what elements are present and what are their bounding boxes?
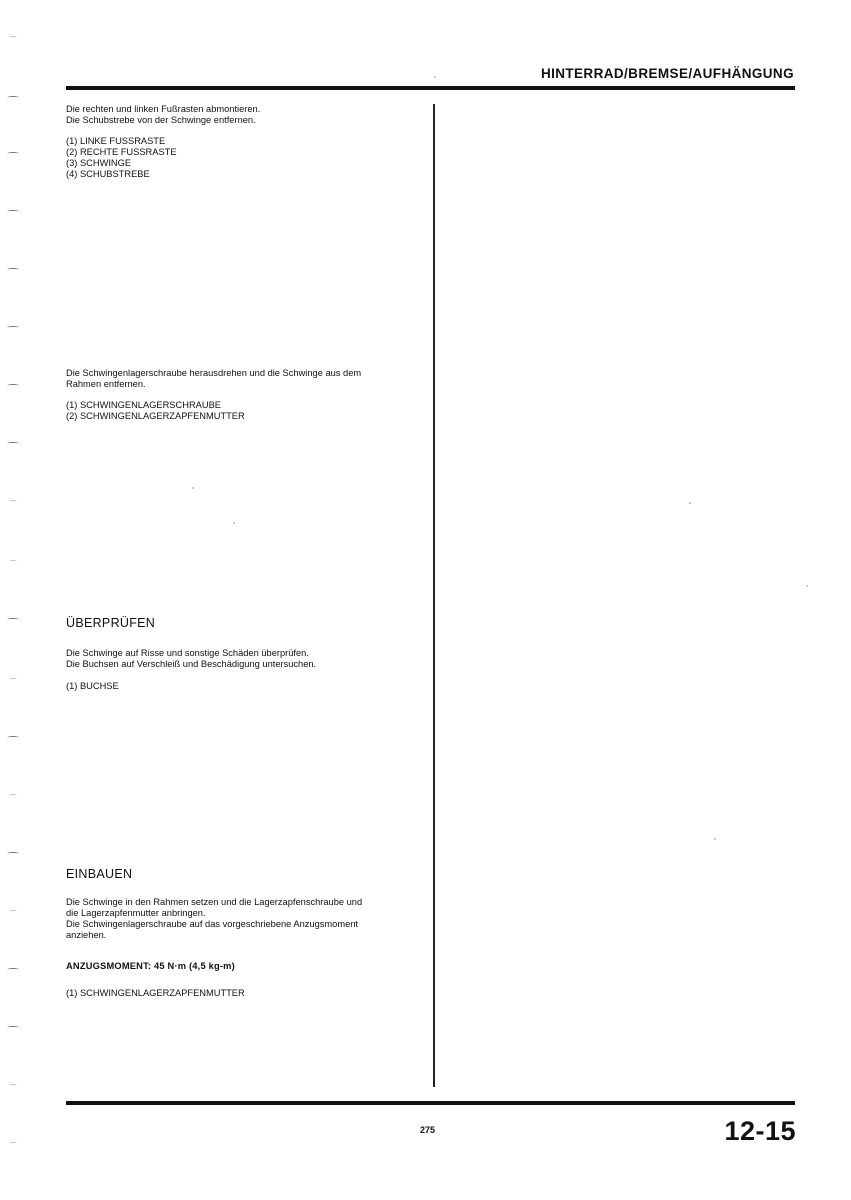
header-rule <box>66 86 795 90</box>
section-page-number: 12-15 <box>724 1116 796 1146</box>
inspect-label-1: (1) BUCHSE <box>66 681 119 691</box>
install-label-1: (1) SCHWINGENLAGERZAPFENMUTTER <box>66 988 245 998</box>
bolt-label-1: (1) SCHWINGENLAGERSCHRAUBE <box>66 400 221 410</box>
install-line-3: Die Schwingenlagerschraube auf das vorgeschriebene Anzugsmoment <box>66 919 358 929</box>
inspect-line-1: Die Schwinge auf Risse und sonstige Schäden überprüfen. <box>66 648 309 658</box>
remove-line-2: Die Schubstrebe von der Schwinge entfernen. <box>66 115 256 125</box>
scan-speck <box>714 838 716 840</box>
scan-speck <box>233 522 235 524</box>
remove-label-3: (3) SCHWINGE <box>66 158 132 168</box>
remove-label-2: (2) RECHTE FUSSRASTE <box>66 147 177 157</box>
scan-speck <box>434 76 436 78</box>
remove-label-1: (1) LINKE FUSSRASTE <box>66 136 166 146</box>
install-heading: EINBAUEN <box>66 867 133 881</box>
inspect-heading: ÜBERPRÜFEN <box>66 616 156 630</box>
column-divider <box>433 104 435 1087</box>
page-header-title: HINTERRAD/BREMSE/AUFHÄNGUNG <box>540 66 794 81</box>
bolt-line-2: Rahmen entfernen. <box>66 379 146 389</box>
install-instructions <box>66 897 418 941</box>
scan-speck <box>192 487 194 489</box>
bolt-instructions <box>66 368 418 422</box>
install-labels <box>66 988 418 999</box>
scan-speck <box>689 502 691 504</box>
install-line-1: Die Schwinge in den Rahmen setzen und die Lagerzapfenschraube und <box>66 897 363 907</box>
remove-line-1: Die rechten und linken Fußrasten abmontieren. <box>66 104 261 114</box>
bolt-line-1: Die Schwingenlagerschraube herausdrehen und die Schwinge aus dem <box>66 368 362 378</box>
remove-instructions <box>66 104 418 180</box>
footer-rule <box>66 1101 795 1105</box>
install-line-2: die Lagerzapfenmutter anbringen. <box>66 908 206 918</box>
torque-spec: ANZUGSMOMENT: 45 N·m (4,5 kg-m) <box>66 961 235 971</box>
page-number: 275 <box>420 1125 436 1135</box>
scan-speck <box>806 585 808 587</box>
inspect-instructions <box>66 648 418 692</box>
install-line-4: anziehen. <box>66 930 107 940</box>
inspect-line-2: Die Buchsen auf Verschleiß und Beschädigung untersuchen. <box>66 659 317 669</box>
remove-label-4: (4) SCHUBSTREBE <box>66 169 150 179</box>
bolt-label-2: (2) SCHWINGENLAGERZAPFENMUTTER <box>66 411 245 421</box>
